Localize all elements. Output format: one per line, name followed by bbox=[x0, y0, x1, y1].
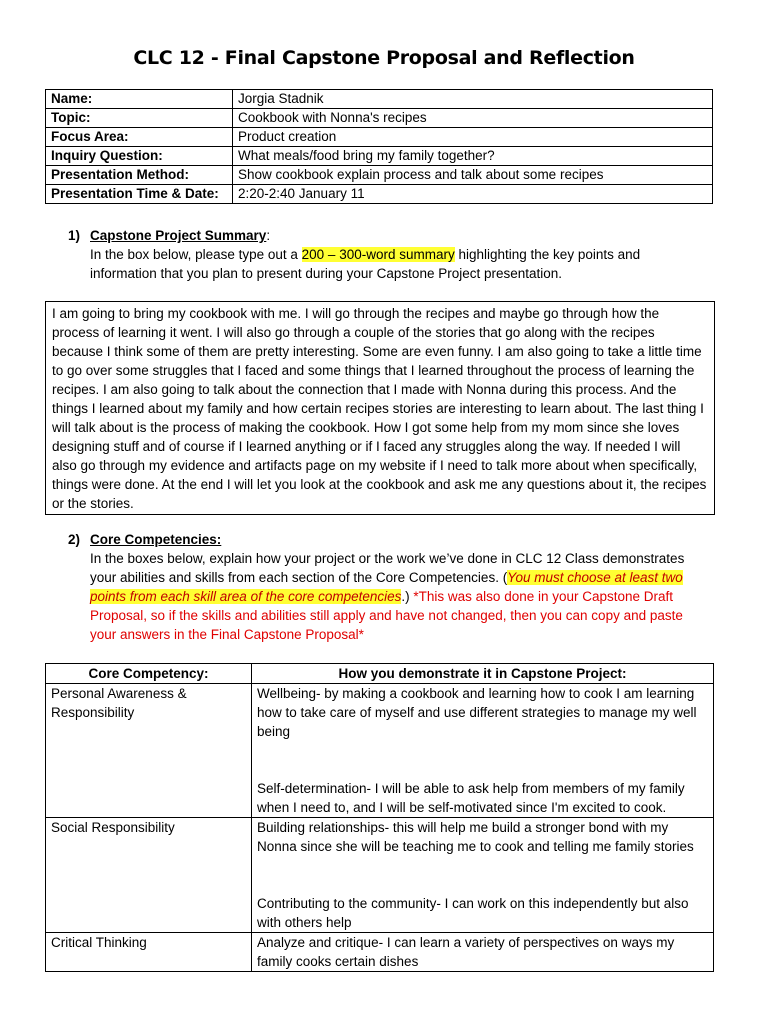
competency-answer bbox=[252, 818, 714, 933]
info-value: Show cookbook explain process and talk about some recipes bbox=[233, 166, 713, 185]
instruction-text bbox=[68, 549, 710, 644]
info-label: Focus Area: bbox=[46, 128, 233, 147]
table-row bbox=[46, 128, 713, 147]
heading-colon: : bbox=[266, 228, 271, 243]
table-row bbox=[46, 109, 713, 128]
highlighted-text: You must choose at least two points from each skill area of the core competencies bbox=[90, 570, 683, 604]
table-row bbox=[46, 166, 713, 185]
info-label: Name: bbox=[46, 90, 233, 109]
section-heading: Capstone Project Summary bbox=[90, 228, 267, 243]
table-row bbox=[46, 147, 713, 166]
info-value: Jorgia Stadnik bbox=[233, 90, 713, 109]
table-header-row bbox=[46, 664, 714, 684]
info-label: Inquiry Question: bbox=[46, 147, 233, 166]
instruction-part: information that you plan to present during your Capstone Project presentation. bbox=[90, 266, 563, 281]
competency-name: Personal Awareness & Responsibility bbox=[46, 684, 252, 818]
section-heading: Core Competencies: bbox=[90, 532, 222, 547]
table-row bbox=[46, 933, 714, 972]
instruction-part: In the boxes below, explain how your project or the work we’ve done in CLC 12 Class demonstrates bbox=[90, 551, 685, 566]
instruction-part: .) bbox=[401, 589, 414, 604]
section-number: 2) bbox=[68, 532, 81, 547]
column-header: How you demonstrate it in Capstone Project: bbox=[252, 664, 714, 684]
instruction-text bbox=[68, 245, 710, 283]
info-label: Topic: bbox=[46, 109, 233, 128]
section-number: 1) bbox=[68, 228, 81, 243]
competencies-table bbox=[45, 663, 714, 972]
table-row bbox=[46, 818, 714, 933]
answer-point: Self-determination- I will be able to ask help from members of my family when I need to, and I will be self-motivated since I'm excited to cook. bbox=[257, 781, 685, 815]
info-value: 2:20-2:40 January 11 bbox=[233, 185, 713, 204]
info-value: Cookbook with Nonna's recipes bbox=[233, 109, 713, 128]
competency-name: Critical Thinking bbox=[46, 933, 252, 972]
table-row bbox=[46, 185, 713, 204]
answer-point: Wellbeing- by making a cookbook and learning how to cook I am learning how to take care of myself and use different strategies to manage my well being bbox=[257, 686, 697, 739]
competency-name: Social Responsibility bbox=[46, 818, 252, 933]
table-row bbox=[46, 684, 714, 818]
table-row bbox=[46, 90, 713, 109]
competency-answer bbox=[252, 684, 714, 818]
answer-point: Analyze and critique- I can learn a variety of perspectives on ways my family cooks certain dishes bbox=[257, 935, 675, 969]
red-note: *This was also done in your Capstone Draft Proposal, so if the skills and abilities still apply and have not changed, then you can copy and paste your answers in the Final Capstone Proposal* bbox=[90, 589, 683, 642]
info-value: What meals/food bring my family together? bbox=[233, 147, 713, 166]
page-title: CLC 12 - Final Capstone Proposal and Reflection bbox=[133, 47, 635, 69]
column-header: Core Competency: bbox=[46, 664, 252, 684]
info-table bbox=[45, 89, 713, 204]
highlighted-text: 200 – 300-word summary bbox=[301, 247, 455, 262]
instruction-part: In the box below, please type out a bbox=[90, 247, 302, 262]
competencies-instructions bbox=[68, 530, 710, 644]
info-label: Presentation Time & Date: bbox=[46, 185, 233, 204]
answer-point: Contributing to the community- I can work on this independently but also with others help bbox=[257, 896, 689, 930]
info-value: Product creation bbox=[233, 128, 713, 147]
instruction-part: highlighting the key points and bbox=[454, 247, 641, 262]
summary-answer-box: I am going to bring my cookbook with me. I will go through the recipes and maybe go through how the process of learning it went. I will also go through a couple of the stories that go along with the recipes because I think some of them are pretty interesting. Some are even funny. I am also going to take a little time to go over some struggles that I faced and some things that I learned throughout the process of learning the recipes. I am also going to talk about the connection that I made with Nonna during this process. And the things I learned about my family and how certain recipes stories are interesting to learn about. The last thing I will talk about is the process of making the cookbook. How I got some help from my mom since she loves designing stuff and of course if I learned anything or if I faced any struggles along the way. If needed I will also go through my evidence and artifacts page on my website if I need to talk more about when specifically, things were done. At the end I will let you look at the cookbook and ask me any questions about it, the recipes or the stories. bbox=[45, 301, 715, 515]
competency-answer bbox=[252, 933, 714, 972]
info-label: Presentation Method: bbox=[46, 166, 233, 185]
instruction-part: your abilities and skills from each section of the Core Competencies. ( bbox=[90, 570, 508, 585]
answer-point: Building relationships- this will help me build a stronger bond with my Nonna since she will be teaching me to cook and telling me family stories bbox=[257, 820, 694, 854]
summary-instructions bbox=[68, 226, 710, 283]
